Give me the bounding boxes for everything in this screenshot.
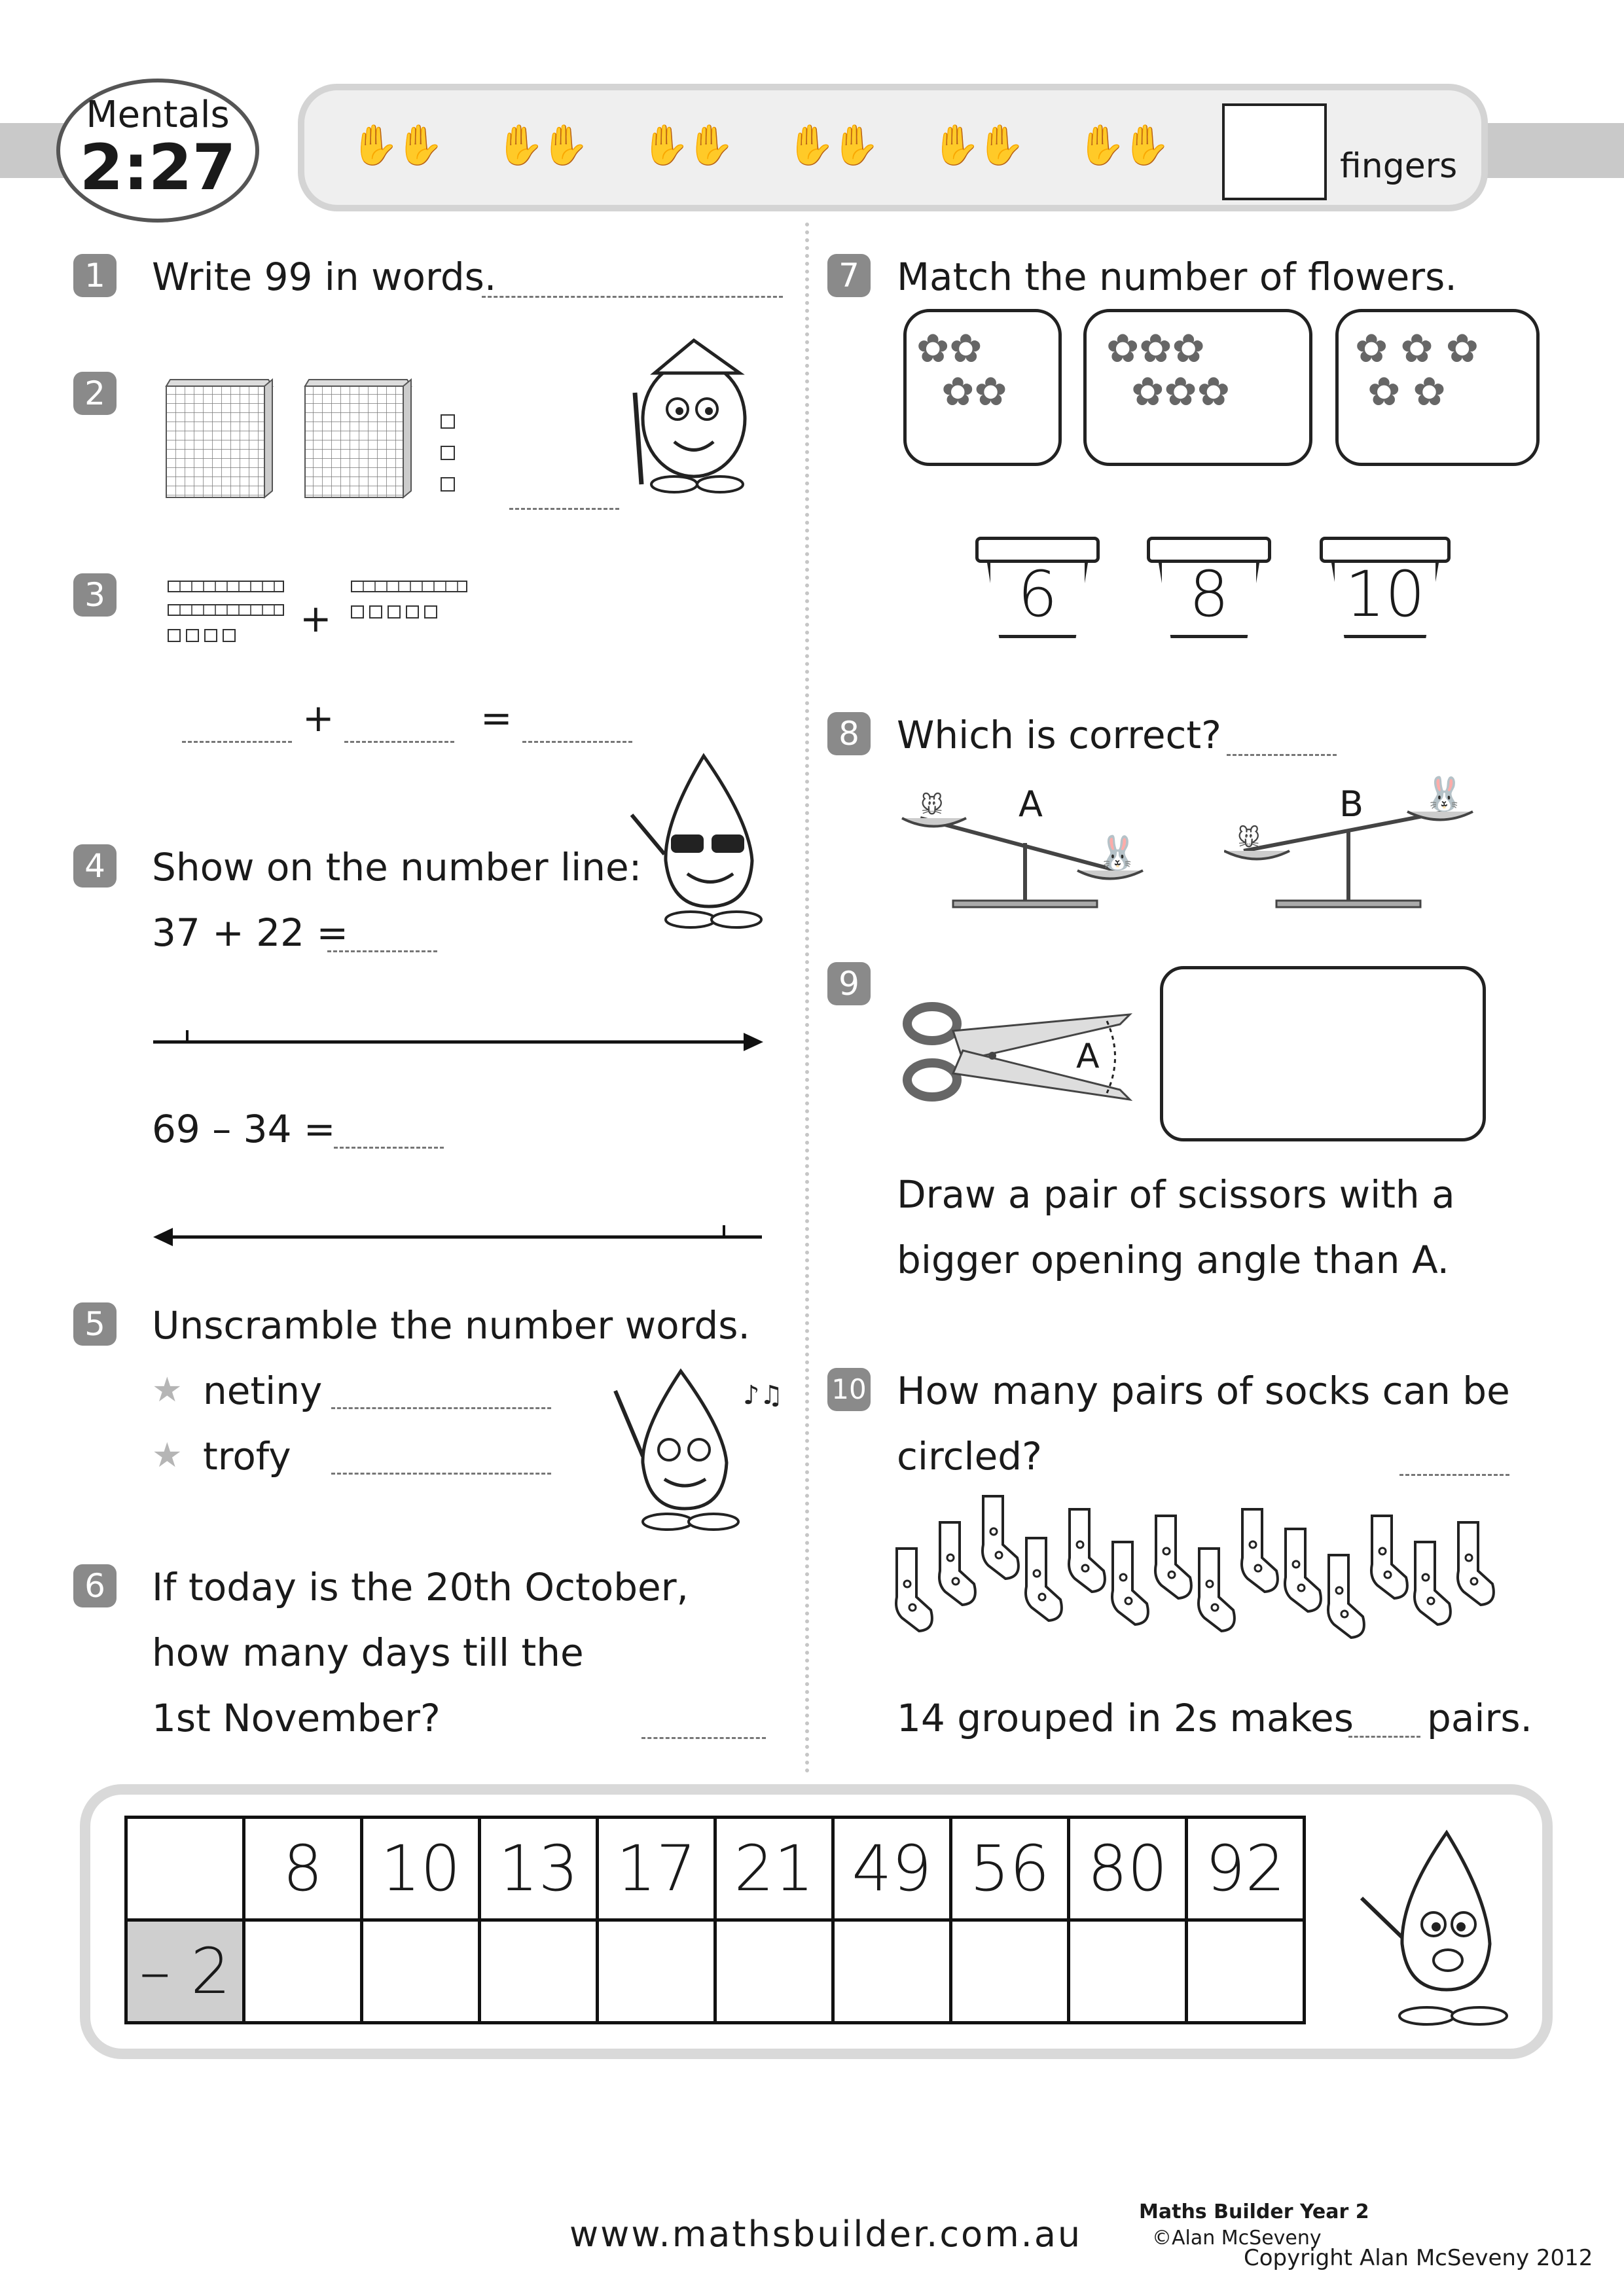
question-number: 2 — [73, 372, 117, 415]
flowers-icon: ✿ ✿ ✿ ✿ ✿ — [1355, 326, 1479, 415]
star-icon: ★ — [152, 1371, 183, 1410]
q5-text: Unscramble the number words. — [152, 1303, 750, 1348]
table-answer-cell[interactable] — [1069, 1920, 1187, 2023]
mentals-label: Mentals — [86, 94, 230, 136]
sock-icon — [933, 1518, 981, 1610]
q6-line-3: 1st November? — [152, 1696, 441, 1740]
column-divider — [805, 223, 809, 1774]
q4-answer-line-2[interactable] — [334, 1147, 444, 1149]
table-value-cell: 21 — [715, 1818, 833, 1920]
svg-text:🐰: 🐰 — [1424, 775, 1465, 813]
flowers-icon: ✿✿ ✿✿ — [916, 326, 1007, 415]
question-number: 8 — [827, 712, 871, 755]
table-answer-cell[interactable] — [244, 1920, 362, 2023]
q3-answer-line-3[interactable] — [522, 741, 632, 743]
explorer-character-icon — [615, 321, 772, 497]
table-value-cell: 80 — [1069, 1818, 1187, 1920]
sock-icon — [890, 1545, 937, 1636]
hands-icon: ✋✋ — [641, 122, 731, 168]
table-answer-cell[interactable] — [715, 1920, 833, 2023]
fingers-answer-box[interactable] — [1222, 103, 1327, 200]
q6-answer-line[interactable] — [641, 1737, 766, 1739]
sock-icon — [1322, 1551, 1369, 1643]
q3-plus-sign: + — [300, 596, 332, 641]
sock-icon — [1193, 1545, 1240, 1636]
q1-text: Write 99 in words. — [152, 255, 497, 299]
flowers-icon: ✿✿✿ ✿✿✿ — [1106, 326, 1230, 415]
sock-icon — [1409, 1538, 1456, 1630]
table-answer-cell[interactable] — [1187, 1920, 1305, 2023]
sock-icon — [1020, 1534, 1067, 1626]
svg-text:🐰: 🐰 — [1097, 834, 1138, 872]
q3-equals-sign: = — [480, 696, 513, 740]
question-number: 4 — [73, 844, 117, 888]
q4-equation-1: 37 + 22 = — [152, 910, 349, 955]
sock-icon — [1365, 1512, 1413, 1604]
table-value-cell: 17 — [598, 1818, 715, 1920]
balance-scale-a — [901, 779, 1163, 910]
q3-answer-line-1[interactable] — [182, 741, 292, 743]
fingers-bar — [298, 84, 1488, 211]
base-ten-blocks-illustration — [157, 367, 497, 511]
q10-answer-line[interactable] — [1399, 1474, 1509, 1476]
footer-url[interactable]: www.mathsbuilder.com.au — [569, 2214, 1083, 2255]
table-value-cell: 13 — [480, 1818, 598, 1920]
balance-scale-b — [1224, 720, 1486, 910]
q4-answer-line-1[interactable] — [327, 950, 437, 952]
q4-text: Show on the number line: — [152, 845, 642, 889]
subtraction-table — [124, 1816, 1306, 2024]
q10-answer-line-pairs[interactable] — [1348, 1736, 1420, 1738]
footer-book-title: Maths Builder Year 2 — [1139, 2200, 1369, 2223]
scale-label-a[interactable]: A — [1019, 783, 1043, 825]
star-icon: ★ — [152, 1436, 183, 1475]
flower-pot-6[interactable] — [975, 537, 1100, 641]
question-number: 1 — [73, 254, 117, 297]
table-answer-cell[interactable] — [833, 1920, 951, 2023]
sock-icon — [1106, 1538, 1153, 1630]
question-number: 10 — [827, 1368, 871, 1411]
mentals-badge — [56, 79, 259, 223]
svg-text:🐭: 🐭 — [920, 793, 944, 819]
table-answer-cell[interactable] — [598, 1920, 715, 2023]
q7-text: Match the number of flowers. — [897, 255, 1457, 299]
table-value-cell: 56 — [951, 1818, 1069, 1920]
header-gray-band-right — [1486, 123, 1624, 178]
footer-author: ©Alan McSeveny — [1152, 2227, 1322, 2250]
music-character-icon — [596, 1358, 785, 1535]
scissors-angle-label: A — [1076, 1037, 1100, 1076]
q4-equation-2: 69 – 34 = — [152, 1107, 336, 1151]
mentals-time: 2:27 — [79, 131, 236, 204]
sock-icon — [1063, 1505, 1110, 1597]
socks-illustration — [890, 1492, 1532, 1649]
table-value-cell: 10 — [362, 1818, 480, 1920]
q10-line-3b: pairs. — [1427, 1696, 1532, 1740]
q9-line-1: Draw a pair of scissors with a — [897, 1172, 1455, 1217]
number-line-backward[interactable] — [151, 1216, 766, 1255]
table-corner-cell — [126, 1818, 244, 1920]
svg-text:🐭: 🐭 — [1237, 825, 1261, 852]
q10-line-2: circled? — [897, 1434, 1042, 1479]
q5-answer-line-1[interactable] — [331, 1407, 551, 1409]
q9-drawing-box[interactable] — [1160, 966, 1486, 1141]
pot-number: 6 — [1017, 558, 1058, 631]
fingers-label: fingers — [1340, 147, 1458, 186]
table-row — [126, 1920, 1305, 2023]
q2-answer-line[interactable] — [509, 508, 619, 510]
hands-icon: ✋✋ — [350, 122, 441, 168]
q3-answer-line-2[interactable] — [344, 741, 454, 743]
table-answer-cell[interactable] — [951, 1920, 1069, 2023]
q10-line-3a: 14 grouped in 2s makes — [897, 1696, 1354, 1740]
sock-icon — [1149, 1512, 1197, 1604]
sock-icon — [977, 1492, 1024, 1584]
pot-number: 10 — [1344, 558, 1426, 631]
table-row — [126, 1818, 1305, 1920]
table-value-cell: 49 — [833, 1818, 951, 1920]
table-value-cell: 92 — [1187, 1818, 1305, 1920]
q3-plus-sign-2: + — [302, 696, 334, 740]
q1-answer-line[interactable] — [482, 296, 783, 298]
footer-copyright: Copyright Alan McSeveny 2012 — [1244, 2245, 1593, 2271]
scale-label-b[interactable]: B — [1339, 783, 1364, 825]
q6-line-1: If today is the 20th October, — [152, 1565, 689, 1609]
q5-word-2: trofy — [203, 1434, 291, 1479]
q8-text: Which is correct? — [897, 713, 1221, 757]
q10-line-1: How many pairs of socks can be — [897, 1369, 1510, 1413]
hands-icon: ✋✋ — [496, 122, 586, 168]
question-number: 6 — [73, 1564, 117, 1607]
question-number: 3 — [73, 573, 117, 617]
hands-icon: ✋✋ — [1077, 122, 1167, 168]
scissors-illustration — [901, 995, 1136, 1113]
sock-icon — [1236, 1505, 1283, 1597]
table-answer-cell[interactable] — [362, 1920, 480, 2023]
table-value-cell: 8 — [244, 1818, 362, 1920]
table-answer-cell[interactable] — [480, 1920, 598, 2023]
pot-number: 8 — [1189, 558, 1229, 631]
svg-text:♪♫: ♪♫ — [743, 1380, 784, 1410]
flower-pot-8[interactable] — [1147, 537, 1271, 641]
sock-icon — [1452, 1518, 1499, 1610]
flower-pot-10[interactable] — [1320, 537, 1451, 641]
question-number: 7 — [827, 254, 871, 297]
hands-icon: ✋✋ — [931, 122, 1022, 168]
pointing-character-icon — [1348, 1820, 1519, 2036]
question-number: 9 — [827, 962, 871, 1005]
q6-line-2: how many days till the — [152, 1630, 584, 1675]
hands-icon: ✋✋ — [786, 122, 876, 168]
q5-answer-line-2[interactable] — [331, 1473, 551, 1475]
q9-line-2: bigger opening angle than A. — [897, 1238, 1450, 1282]
sock-icon — [1279, 1525, 1326, 1617]
number-line-forward[interactable] — [151, 1021, 766, 1060]
table-operation-cell: – 2 — [126, 1920, 244, 2023]
question-number: 5 — [73, 1302, 117, 1346]
sunglasses-character-icon — [625, 743, 782, 933]
q5-word-1: netiny — [203, 1369, 323, 1413]
